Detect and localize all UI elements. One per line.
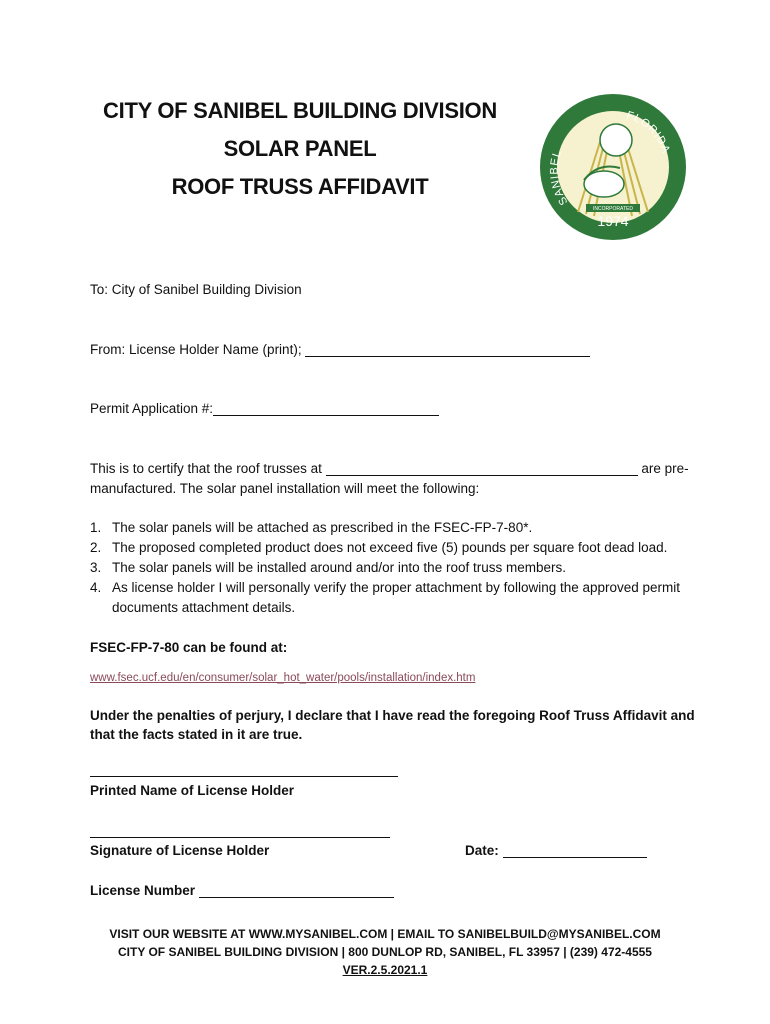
footer-address-line: CITY OF SANIBEL BUILDING DIVISION | 800 DUNLOP RD, SANIBEL, FL 33957 | (239) 472-4555: [118, 945, 652, 959]
list-item: [90, 538, 720, 558]
list-item-number: 4.: [90, 580, 102, 595]
seal-year-text: 1974: [597, 213, 629, 229]
reference-heading: FSEC-FP-7-80 can be found at:: [90, 640, 288, 655]
declaration-line-1: Under the penalties of perjury, I declare that I have read the foregoing Roof Truss Affidavit and: [90, 708, 695, 723]
signature-label: Signature of License Holder: [90, 843, 270, 858]
list-item-text: The proposed completed product does not exceed five (5) pounds per square foot dead load.: [112, 540, 668, 555]
to-line: To: City of Sanibel Building Division: [90, 282, 302, 297]
license-number-line: [90, 883, 394, 898]
license-number-field[interactable]: [199, 883, 394, 898]
declaration-line-2: that the facts stated in it are true.: [90, 727, 303, 742]
list-item: [90, 558, 720, 578]
license-holder-name-field[interactable]: [305, 342, 590, 357]
from-label: From: License Holder Name (print);: [90, 342, 302, 357]
certify-text-part2: are pre-: [641, 461, 689, 476]
seal-left-textpath: SANIBEL: [548, 148, 571, 208]
list-item: [90, 518, 720, 538]
license-number-label: License Number: [90, 883, 196, 898]
list-item-number: 1.: [90, 520, 102, 535]
date-field[interactable]: [503, 843, 647, 858]
title-line-3: ROOF TRUSS AFFIDAVIT: [171, 174, 429, 199]
city-seal-logo: [538, 92, 688, 242]
fsec-reference-link[interactable]: www.fsec.ucf.edu/en/consumer/solar_hot_water/pools/installation/index.htm: [90, 672, 476, 684]
version-label: VER.2.5.2021.1: [342, 963, 428, 977]
conditions-list: [90, 518, 720, 618]
certify-text-part1: This is to certify that the roof trusses at: [90, 461, 322, 476]
permit-line: [90, 401, 439, 416]
list-item: [90, 578, 720, 618]
seal-incorporated-text: INCORPORATED: [593, 206, 633, 212]
roof-truss-address-field[interactable]: [326, 461, 638, 476]
list-item-number: 2.: [90, 540, 102, 555]
list-item-number: 3.: [90, 560, 102, 575]
title-line-2: SOLAR PANEL: [223, 136, 377, 161]
date-label: Date:: [465, 843, 499, 858]
signature-field[interactable]: [90, 837, 390, 838]
from-line: [90, 342, 590, 357]
certify-line-2: manufactured. The solar panel installation will meet the following:: [90, 481, 480, 496]
seal-right-textpath: FLORIDA: [625, 109, 673, 156]
printed-name-label: Printed Name of License Holder: [90, 783, 295, 798]
list-item-text: The solar panels will be installed around and/or into the roof truss members.: [112, 560, 566, 575]
permit-application-field[interactable]: [213, 401, 439, 416]
date-line: [465, 843, 647, 858]
permit-label: Permit Application #:: [90, 401, 214, 416]
list-item-text: As license holder I will personally verify the proper attachment by following the approved permit documents attachment details.: [112, 580, 681, 615]
certify-line-1: [90, 461, 689, 476]
title-line-1: CITY OF SANIBEL BUILDING DIVISION: [103, 98, 497, 123]
printed-name-field[interactable]: [90, 776, 398, 777]
list-item-text: The solar panels will be attached as prescribed in the FSEC-FP-7-80*.: [112, 520, 533, 535]
footer-contact-line: VISIT OUR WEBSITE AT WWW.MYSANIBEL.COM | EMAIL TO SANIBELBUILD@MYSANIBEL.COM: [109, 927, 661, 941]
